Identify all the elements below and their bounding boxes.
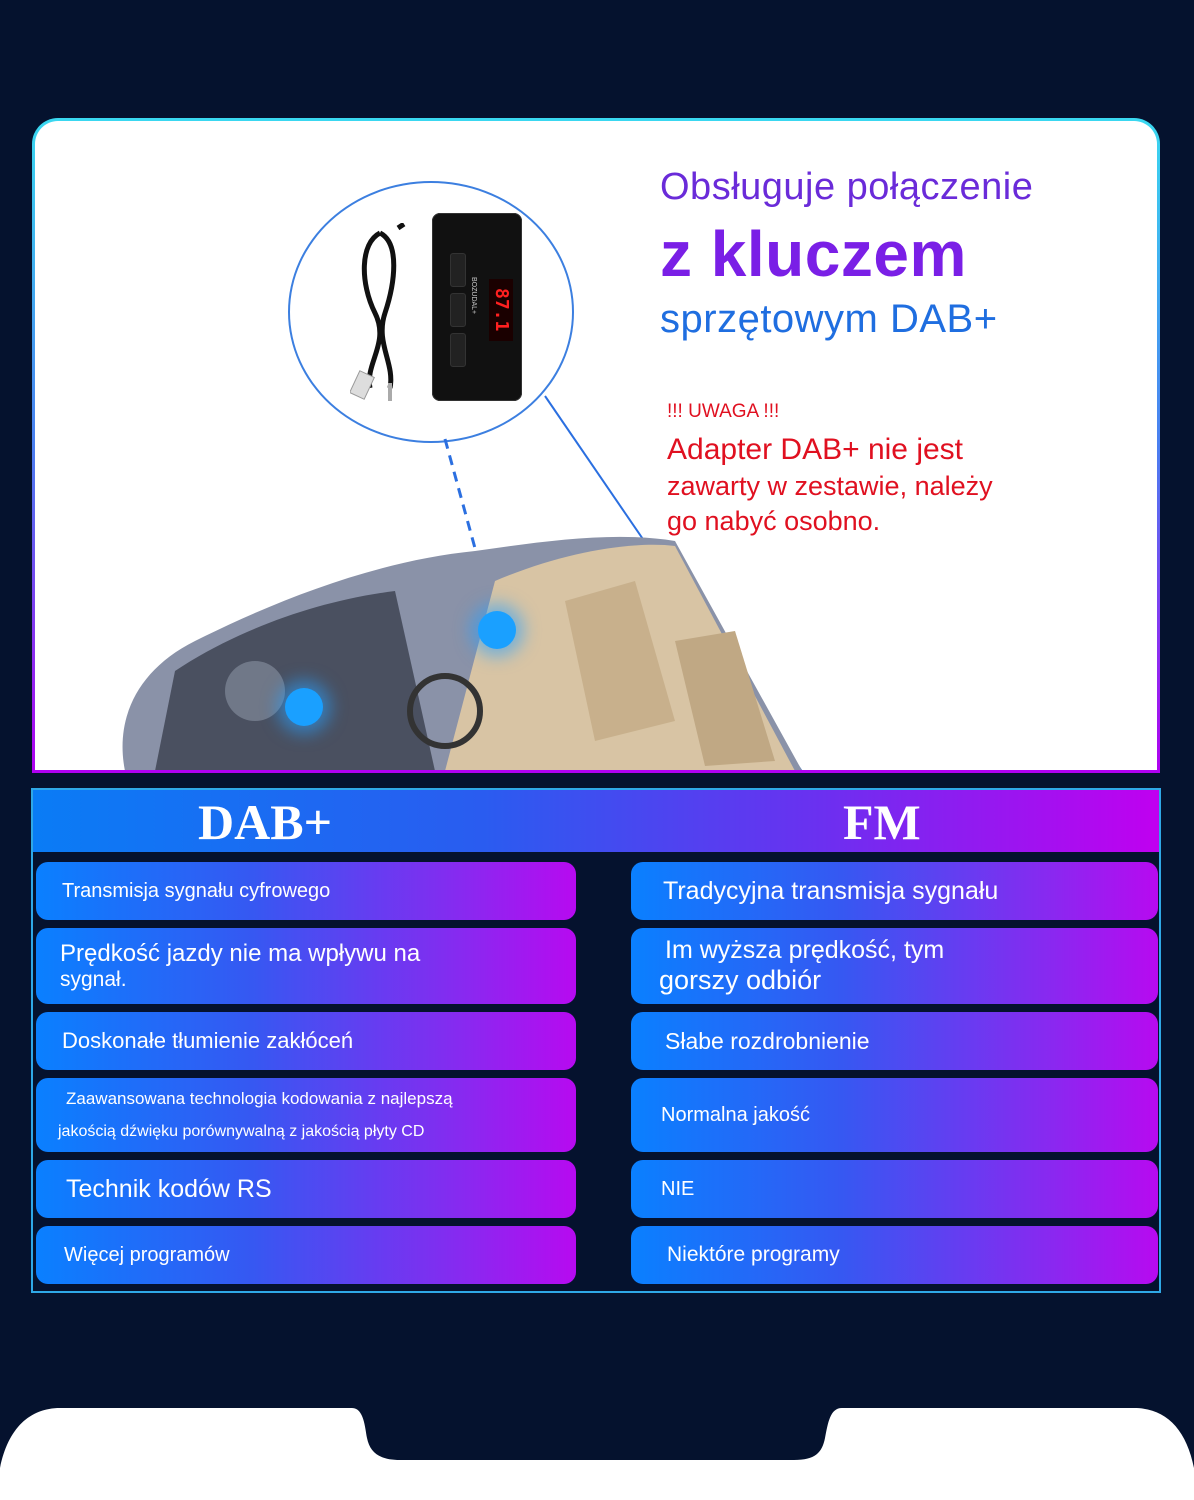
fm-cell bbox=[631, 1160, 1158, 1218]
dab-cell bbox=[36, 862, 576, 920]
cell-text: Więcej programów bbox=[64, 1243, 230, 1266]
headline-line2: z kluczem bbox=[660, 218, 967, 290]
hero-panel bbox=[32, 118, 1160, 773]
fm-cell bbox=[631, 1226, 1158, 1284]
cell-text: Normalna jakość bbox=[661, 1103, 810, 1126]
comparison-table bbox=[31, 788, 1161, 1293]
bottom-white-bar bbox=[0, 1408, 1194, 1500]
dab-cell bbox=[36, 1160, 576, 1218]
fm-cell bbox=[631, 862, 1158, 920]
headline-line1: Obsługuje połączenie bbox=[660, 166, 1034, 208]
cell-text: Słabe rozdrobnienie bbox=[665, 1027, 870, 1054]
warning-notice bbox=[667, 401, 993, 537]
hotspot-engine bbox=[285, 688, 323, 726]
table-header bbox=[33, 790, 1159, 852]
headline-line3: sprzętowym DAB+ bbox=[660, 297, 998, 341]
cell-text: gorszy odbiór bbox=[659, 965, 822, 995]
warning-label: !!! UWAGA !!! bbox=[667, 401, 780, 422]
device-display: 87.1 bbox=[489, 279, 513, 341]
dab-cell bbox=[36, 1012, 576, 1070]
dab-cell bbox=[36, 928, 576, 1004]
dab-cell bbox=[36, 1078, 576, 1152]
cell-text: sygnał. bbox=[60, 968, 127, 991]
car-cutaway-illustration bbox=[115, 521, 815, 773]
device-brand: BOZUDAL+ bbox=[470, 277, 477, 315]
fm-cell bbox=[631, 928, 1158, 1004]
fm-cell bbox=[631, 1078, 1158, 1152]
header-dab: DAB+ bbox=[198, 794, 333, 850]
cell-text: Doskonałe tłumienie zakłóceń bbox=[62, 1028, 354, 1053]
header-fm: FM bbox=[843, 794, 921, 850]
cell-text: NIE bbox=[661, 1177, 695, 1200]
warning-line2: zawarty w zestawie, należy bbox=[667, 471, 993, 501]
cell-text: Technik kodów RS bbox=[66, 1174, 272, 1203]
headline bbox=[660, 166, 1033, 342]
cell-text: Tradycyjna transmisja sygnału bbox=[663, 876, 999, 905]
warning-line3: go nabyć osobno. bbox=[667, 506, 881, 536]
cell-text: Transmisja sygnału cyfrowego bbox=[62, 879, 331, 902]
cell-text: jakością dźwięku porównywalną z jakością płyty CD bbox=[58, 1123, 425, 1140]
dab-cell bbox=[36, 1226, 576, 1284]
cell-text: Im wyższa prędkość, tym bbox=[665, 936, 945, 964]
fm-cell bbox=[631, 1012, 1158, 1070]
cell-text: Niektóre programy bbox=[667, 1243, 840, 1266]
warning-line1: Adapter DAB+ nie jest bbox=[667, 433, 964, 466]
hotspot-dashboard bbox=[478, 611, 516, 649]
cell-text: Zaawansowana technologia kodowania z najlepszą bbox=[66, 1089, 453, 1108]
cell-text: Prędkość jazdy nie ma wpływu na bbox=[60, 940, 421, 967]
